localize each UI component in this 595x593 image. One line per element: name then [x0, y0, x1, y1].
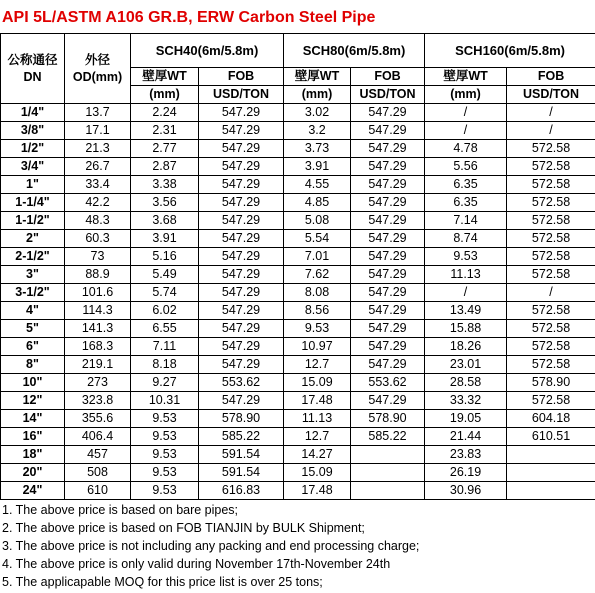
fob80-cell: 585.22 [351, 428, 425, 446]
fob80-cell: 547.29 [351, 392, 425, 410]
fob80-cell: 547.29 [351, 356, 425, 374]
table-row [1, 158, 595, 176]
dn-cell: 20" [1, 464, 65, 482]
dn-cell: 3/4" [1, 158, 65, 176]
od-cell: 88.9 [65, 266, 131, 284]
od-cell: 26.7 [65, 158, 131, 176]
dn-cell: 14" [1, 410, 65, 428]
wt40-cell: 5.49 [131, 266, 199, 284]
note-2: 2. The above price is based on FOB TIANJIN by BULK Shipment; [2, 521, 365, 535]
dn-cell: 3-1/2" [1, 284, 65, 302]
wt160-cell: 19.05 [425, 410, 507, 428]
wt160-cell: 6.35 [425, 176, 507, 194]
od-cell: 355.6 [65, 410, 131, 428]
fob160-cell: / [507, 122, 595, 140]
table-row [1, 428, 595, 446]
od-cell: 114.3 [65, 302, 131, 320]
wt80-cell: 15.09 [284, 464, 351, 482]
wt80-cell: 4.55 [284, 176, 351, 194]
dn-cell: 1/4" [1, 104, 65, 122]
wt160-unit: (mm) [425, 86, 507, 104]
sheet-title: API 5L/ASTM A106 GR.B, ERW Carbon Steel Pipe [2, 9, 376, 26]
table-row [1, 284, 595, 302]
fob160-cell: 572.58 [507, 230, 595, 248]
wt40-cell: 6.55 [131, 320, 199, 338]
wt80-cell: 17.48 [284, 482, 351, 500]
wt40-cell: 5.16 [131, 248, 199, 266]
wt80-cell: 7.01 [284, 248, 351, 266]
wt160-cell: 33.32 [425, 392, 507, 410]
wt160-cell: 15.88 [425, 320, 507, 338]
wt80-cell: 17.48 [284, 392, 351, 410]
wt40-cell: 10.31 [131, 392, 199, 410]
wt80-cell: 10.97 [284, 338, 351, 356]
wt80-cell: 11.13 [284, 410, 351, 428]
dn-cell: 16" [1, 428, 65, 446]
fob40-cell: 547.29 [199, 338, 284, 356]
dn-header-en: DN [23, 69, 42, 84]
od-cell: 273 [65, 374, 131, 392]
wt160-cell: 7.14 [425, 212, 507, 230]
fob160-cell: 572.58 [507, 338, 595, 356]
fob40-cell: 547.29 [199, 176, 284, 194]
fob160-cell: / [507, 104, 595, 122]
wt80-cell: 5.08 [284, 212, 351, 230]
od-cell: 323.8 [65, 392, 131, 410]
dn-cell: 1/2" [1, 140, 65, 158]
dn-header-cn: 公称通径 [7, 52, 58, 67]
sch160-header: SCH160(6m/5.8m) [425, 34, 595, 68]
od-cell: 219.1 [65, 356, 131, 374]
fob40-unit: USD/TON [199, 86, 284, 104]
dn-cell: 3" [1, 266, 65, 284]
od-cell: 33.4 [65, 176, 131, 194]
wt160-cell: 28.58 [425, 374, 507, 392]
fob80-cell: 547.29 [351, 140, 425, 158]
wt40-cell: 9.53 [131, 428, 199, 446]
wt80-cell: 3.2 [284, 122, 351, 140]
dn-cell: 12" [1, 392, 65, 410]
fob80-cell: 547.29 [351, 284, 425, 302]
fob160-cell: 572.58 [507, 158, 595, 176]
table-row [1, 302, 595, 320]
fob160-cell: 578.90 [507, 374, 595, 392]
wt80-cell: 12.7 [284, 428, 351, 446]
fob160-cell: 572.58 [507, 302, 595, 320]
wt160-cell: 30.96 [425, 482, 507, 500]
dn-cell: 3/8" [1, 122, 65, 140]
fob160-cell: 610.51 [507, 428, 595, 446]
fob80-cell: 547.29 [351, 338, 425, 356]
dn-cell: 2-1/2" [1, 248, 65, 266]
wt80-cell: 15.09 [284, 374, 351, 392]
wt160-cell: / [425, 122, 507, 140]
fob40-cell: 553.62 [199, 374, 284, 392]
od-cell: 60.3 [65, 230, 131, 248]
fob160-cell: 604.18 [507, 410, 595, 428]
fob80-cell: 547.29 [351, 158, 425, 176]
table-row [1, 194, 595, 212]
fob40-cell: 585.22 [199, 428, 284, 446]
od-cell: 48.3 [65, 212, 131, 230]
fob160-cell: 572.58 [507, 176, 595, 194]
fob40-cell: 591.54 [199, 464, 284, 482]
od-cell: 101.6 [65, 284, 131, 302]
wt80-cell: 8.56 [284, 302, 351, 320]
fob80-cell: 547.29 [351, 122, 425, 140]
wt80-cell: 3.73 [284, 140, 351, 158]
fob160-cell: 572.58 [507, 320, 595, 338]
dn-cell: 18" [1, 446, 65, 464]
fob40-cell: 578.90 [199, 410, 284, 428]
wt40-cell: 2.77 [131, 140, 199, 158]
wt40-cell: 2.24 [131, 104, 199, 122]
fob80-unit: USD/TON [351, 86, 425, 104]
table-row [1, 212, 595, 230]
dn-header [1, 34, 65, 104]
dn-cell: 1" [1, 176, 65, 194]
wt40-cell: 3.68 [131, 212, 199, 230]
wt160-cell: 4.78 [425, 140, 507, 158]
fob80-cell: 547.29 [351, 320, 425, 338]
fob80-cell: 547.29 [351, 302, 425, 320]
wt40-unit: (mm) [131, 86, 199, 104]
fob40-cell: 547.29 [199, 140, 284, 158]
wt40-cell: 7.11 [131, 338, 199, 356]
header-row-group [1, 34, 595, 68]
price-table [0, 33, 595, 500]
wt160-cell: 26.19 [425, 464, 507, 482]
fob40-cell: 547.29 [199, 104, 284, 122]
wt80-cell: 14.27 [284, 446, 351, 464]
fob160-cell: / [507, 284, 595, 302]
fob160-cell: 572.58 [507, 212, 595, 230]
table-row [1, 374, 595, 392]
note-1: 1. The above price is based on bare pipes; [2, 503, 239, 517]
dn-cell: 4" [1, 302, 65, 320]
wt160-cell: / [425, 284, 507, 302]
fob160-cell: 572.58 [507, 194, 595, 212]
fob80-cell: 547.29 [351, 104, 425, 122]
wt40-cell: 8.18 [131, 356, 199, 374]
fob40-cell: 547.29 [199, 194, 284, 212]
wt40-cell: 3.91 [131, 230, 199, 248]
wt40-cell: 9.53 [131, 482, 199, 500]
od-cell: 508 [65, 464, 131, 482]
dn-cell: 8" [1, 356, 65, 374]
wt40-cell: 2.31 [131, 122, 199, 140]
dn-cell: 24" [1, 482, 65, 500]
wt160-cell: 18.26 [425, 338, 507, 356]
wt160-cell: / [425, 104, 507, 122]
wt40-cell: 9.53 [131, 464, 199, 482]
table-row [1, 392, 595, 410]
od-cell: 457 [65, 446, 131, 464]
table-row [1, 464, 595, 482]
fob160-cell [507, 464, 595, 482]
wt160-cell: 6.35 [425, 194, 507, 212]
wt160-cell: 8.74 [425, 230, 507, 248]
sch80-header: SCH80(6m/5.8m) [284, 34, 425, 68]
dn-cell: 10" [1, 374, 65, 392]
fob40-cell: 547.29 [199, 122, 284, 140]
table-row [1, 410, 595, 428]
sch40-header: SCH40(6m/5.8m) [131, 34, 284, 68]
dn-cell: 5" [1, 320, 65, 338]
od-cell: 21.3 [65, 140, 131, 158]
fob40-cell: 547.29 [199, 320, 284, 338]
wt40-cell: 6.02 [131, 302, 199, 320]
fob40-cell: 547.29 [199, 284, 284, 302]
dn-cell: 6" [1, 338, 65, 356]
dn-cell: 1-1/4" [1, 194, 65, 212]
fob40-cell: 547.29 [199, 158, 284, 176]
fob40-cell: 547.29 [199, 302, 284, 320]
fob80-cell: 547.29 [351, 194, 425, 212]
fob80-cell: 547.29 [351, 230, 425, 248]
fob80-cell [351, 482, 425, 500]
fob40-cell: 547.29 [199, 356, 284, 374]
od-header [65, 34, 131, 104]
od-cell: 13.7 [65, 104, 131, 122]
wt80-cell: 7.62 [284, 266, 351, 284]
table-row [1, 482, 595, 500]
wt80-cell: 12.7 [284, 356, 351, 374]
wt80-cell: 3.91 [284, 158, 351, 176]
notes [0, 501, 595, 591]
fob160-unit: USD/TON [507, 86, 595, 104]
fob40-cell: 616.83 [199, 482, 284, 500]
fob80-cell: 553.62 [351, 374, 425, 392]
fob160-cell: 572.58 [507, 356, 595, 374]
note-5: 5. The applicapable MOQ for this price list is over 25 tons; [2, 575, 323, 589]
wt80-cell: 9.53 [284, 320, 351, 338]
wt80-cell: 3.02 [284, 104, 351, 122]
wt80-cell: 4.85 [284, 194, 351, 212]
fob80-cell: 547.29 [351, 176, 425, 194]
wt80-cell: 8.08 [284, 284, 351, 302]
fob80-cell [351, 446, 425, 464]
table-row [1, 104, 595, 122]
fob160-cell: 572.58 [507, 248, 595, 266]
dn-cell: 1-1/2" [1, 212, 65, 230]
table-row [1, 230, 595, 248]
fob80-cell: 547.29 [351, 248, 425, 266]
fob160-cell: 572.58 [507, 140, 595, 158]
table-row [1, 140, 595, 158]
table-row [1, 356, 595, 374]
od-cell: 141.3 [65, 320, 131, 338]
table-row [1, 320, 595, 338]
fob80-cell: 547.29 [351, 266, 425, 284]
od-cell: 610 [65, 482, 131, 500]
fob80-label: FOB [351, 68, 425, 86]
fob40-cell: 547.29 [199, 212, 284, 230]
wt40-cell: 3.56 [131, 194, 199, 212]
wt40-cell: 9.53 [131, 446, 199, 464]
wt160-cell: 23.83 [425, 446, 507, 464]
wt160-label: 壁厚WT [425, 68, 507, 86]
fob40-cell: 547.29 [199, 230, 284, 248]
wt40-cell: 9.53 [131, 410, 199, 428]
od-cell: 406.4 [65, 428, 131, 446]
fob40-cell: 547.29 [199, 248, 284, 266]
fob40-cell: 591.54 [199, 446, 284, 464]
od-header-cn: 外径 [84, 52, 110, 67]
wt40-cell: 5.74 [131, 284, 199, 302]
fob80-cell: 547.29 [351, 212, 425, 230]
table-row [1, 122, 595, 140]
wt80-label: 壁厚WT [284, 68, 351, 86]
wt160-cell: 23.01 [425, 356, 507, 374]
wt160-cell: 13.49 [425, 302, 507, 320]
table-row [1, 176, 595, 194]
od-cell: 42.2 [65, 194, 131, 212]
table-row [1, 446, 595, 464]
wt160-cell: 9.53 [425, 248, 507, 266]
table-row [1, 248, 595, 266]
fob80-cell [351, 464, 425, 482]
fob160-cell [507, 482, 595, 500]
table-row [1, 338, 595, 356]
od-cell: 168.3 [65, 338, 131, 356]
dn-cell: 2" [1, 230, 65, 248]
od-header-en: OD(mm) [72, 69, 123, 84]
fob80-cell: 578.90 [351, 410, 425, 428]
wt40-cell: 2.87 [131, 158, 199, 176]
wt80-unit: (mm) [284, 86, 351, 104]
wt160-cell: 21.44 [425, 428, 507, 446]
fob40-label: FOB [199, 68, 284, 86]
wt160-cell: 11.13 [425, 266, 507, 284]
od-cell: 73 [65, 248, 131, 266]
fob160-cell [507, 446, 595, 464]
od-cell: 17.1 [65, 122, 131, 140]
fob40-cell: 547.29 [199, 392, 284, 410]
note-3: 3. The above price is not including any packing and end processing charge; [2, 539, 420, 553]
wt160-cell: 5.56 [425, 158, 507, 176]
wt40-cell: 9.27 [131, 374, 199, 392]
fob160-label: FOB [507, 68, 595, 86]
fob160-cell: 572.58 [507, 392, 595, 410]
table-row [1, 266, 595, 284]
wt40-cell: 3.38 [131, 176, 199, 194]
wt80-cell: 5.54 [284, 230, 351, 248]
wt40-label: 壁厚WT [131, 68, 199, 86]
fob40-cell: 547.29 [199, 266, 284, 284]
note-4: 4. The above price is only valid during November 17th-November 24th [2, 557, 391, 571]
fob160-cell: 572.58 [507, 266, 595, 284]
